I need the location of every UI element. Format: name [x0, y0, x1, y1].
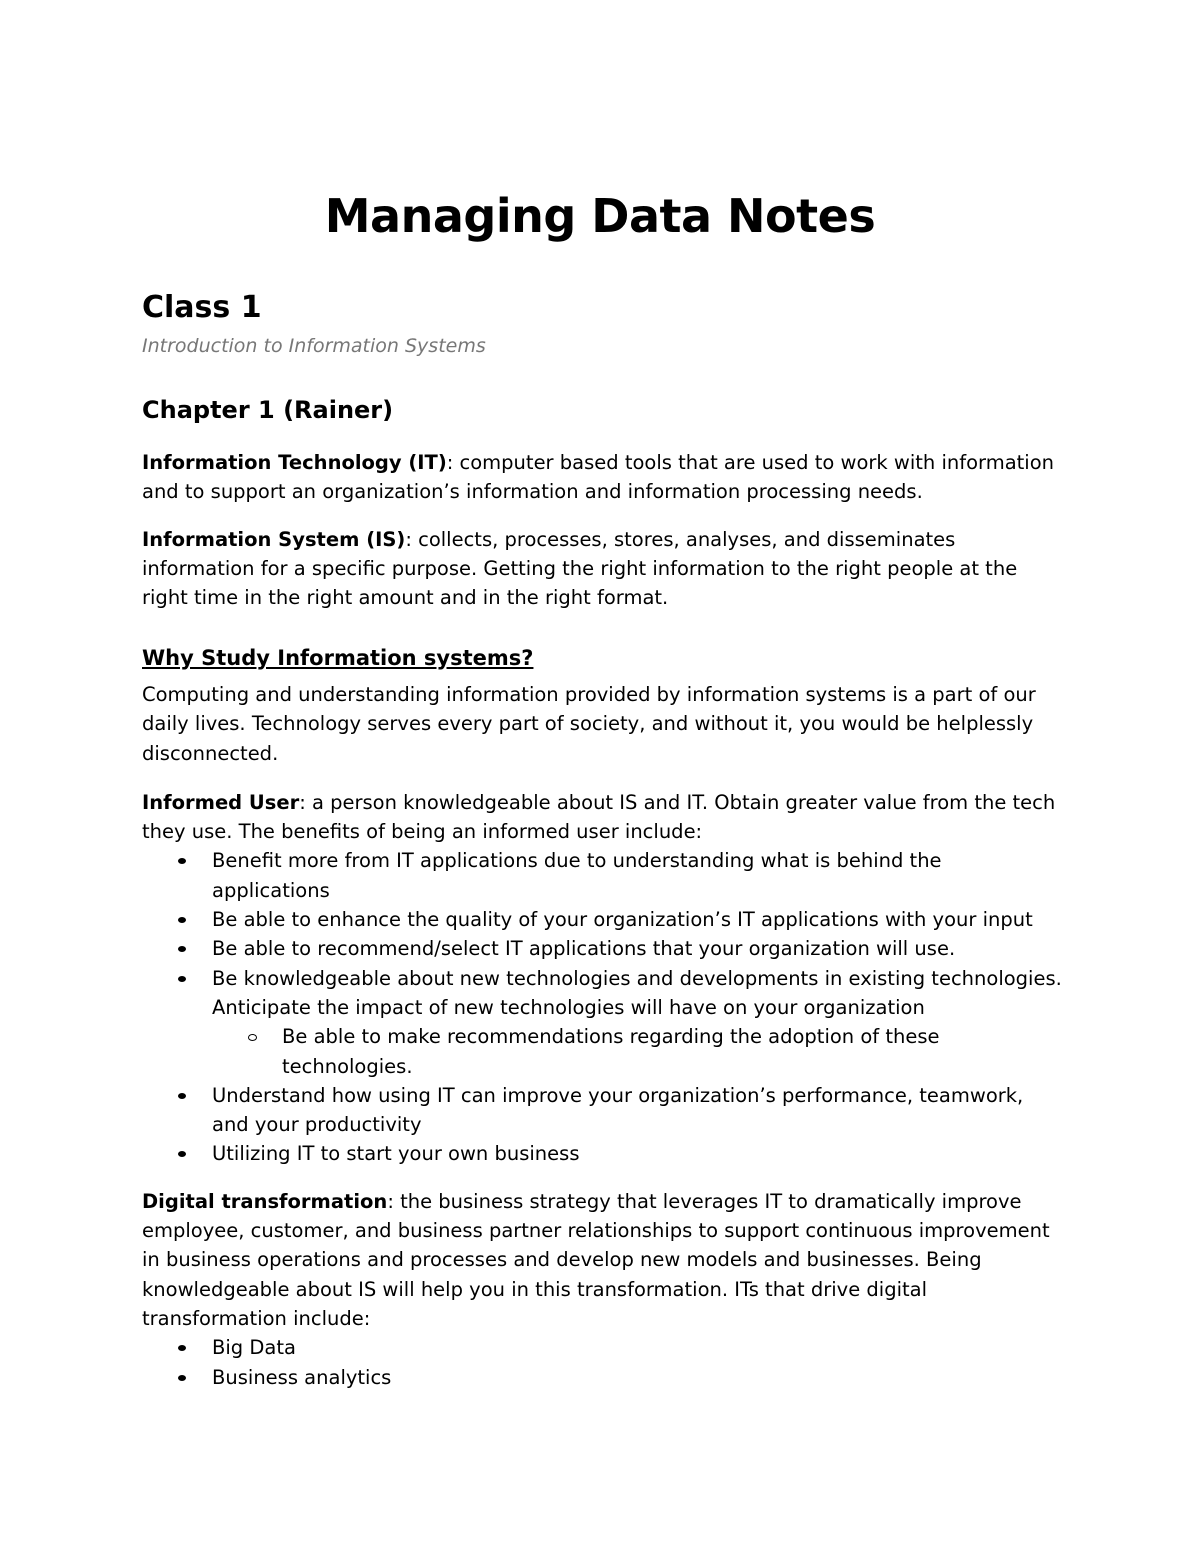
digital-transformation-text: : the business strategy that leverages IT to dramatically improve employee, customer, and business partner relationships to support continuous improvement in business operations and processes and develop new models and businesses. Being knowledgeable about IS will help you in this transformation. ITs that drive digital transformation include:: [142, 1189, 1050, 1330]
bullet-icon: [178, 1345, 186, 1351]
definition-is: [142, 525, 1062, 613]
definitions-block: [142, 448, 1062, 612]
list-item: Benefit more from IT applications due to understanding what is behind the applications: [142, 846, 1062, 905]
bullet-icon: [178, 976, 186, 982]
bullet-icon: [178, 858, 186, 864]
list-item: Be knowledgeable about new technologies and developments in existing technologies. Anticipate the impact of new technologies will have on your organization Be able to make recommendations regarding the adoption of these technologies.: [142, 964, 1062, 1081]
sub-list-item: Be able to make recommendations regarding the adoption of these technologies.: [212, 1022, 1062, 1081]
chapter-heading: Chapter 1 (Rainer): [142, 396, 394, 424]
digital-transformation-list: [142, 1333, 1062, 1392]
digital-transformation-paragraph: [142, 1187, 1062, 1333]
list-item: Be able to recommend/select IT applications that your organization will use.: [142, 934, 1062, 963]
bullet-icon: [178, 1093, 186, 1099]
list-item: Understand how using IT can improve your organization’s performance, teamwork, and your productivity: [142, 1081, 1062, 1140]
class-heading: Class 1: [142, 290, 262, 325]
bullet-icon: [178, 917, 186, 923]
body-block: [142, 680, 1062, 1392]
definition-is-term: Information System (IS): [142, 527, 406, 551]
definition-is-text: : collects, processes, stores, analyses, and disseminates information for a specific purpose. Getting the right information to the right people at the right time in the right amount and in the right format.: [142, 527, 1018, 610]
definition-it: [142, 448, 1062, 507]
why-study-heading: Why Study Information systems?: [142, 646, 534, 670]
document-title: Managing Data Notes: [324, 189, 876, 243]
list-item: Be able to enhance the quality of your organization’s IT applications with your input: [142, 905, 1062, 934]
informed-user-term: Informed User: [142, 790, 300, 814]
sub-list: [212, 1022, 1062, 1081]
class-subtitle: Introduction to Information Systems: [142, 335, 486, 357]
definition-it-text: : computer based tools that are used to work with information and to support an organization’s information and information processing needs.: [142, 451, 1055, 504]
hollow-bullet-icon: [248, 1034, 257, 1041]
bullet-icon: [178, 1151, 186, 1157]
digital-transformation-term: Digital transformation: [142, 1189, 388, 1213]
why-study-paragraph: Computing and understanding information provided by information systems is a part of our daily lives. Technology serves every part of society, and without it, you would be helplessly disconnected.: [142, 683, 1036, 765]
informed-user-benefits-list: [142, 846, 1062, 1168]
informed-user-paragraph: [142, 788, 1062, 847]
bullet-icon: [178, 946, 186, 952]
informed-user-text: : a person knowledgeable about IS and IT. Obtain greater value from the tech they use. The benefits of being an informed user include:: [142, 790, 1056, 844]
list-item: Business analytics: [142, 1363, 1062, 1392]
list-item: Big Data: [142, 1333, 1062, 1362]
definition-it-term: Information Technology (IT): [142, 451, 447, 474]
bullet-icon: [178, 1375, 186, 1381]
list-item: Utilizing IT to start your own business: [142, 1139, 1062, 1168]
